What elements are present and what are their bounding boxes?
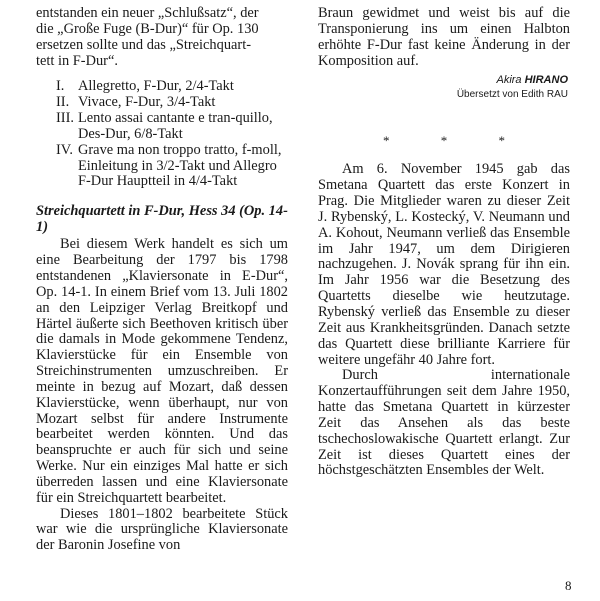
section-heading: Streichquartett in F-Dur, Hess 34 (Op. 14-1) (36, 203, 288, 235)
body-paragraph: Dieses 1801–1802 bearbeitete Stück war wie die ursprüngliche Klaviersonate der Baronin Josefine von (36, 505, 288, 554)
intro-paragraph (36, 6, 288, 69)
intro-line: tett in F-Dur“. (36, 52, 118, 69)
intro-line: entstanden ein neuer „Schlußsatz“, der (36, 5, 259, 21)
movement-number: III. (56, 110, 74, 127)
author-credit (318, 73, 570, 88)
body-paragraph: Am 6. November 1945 gab das Smetana Quartett das erste Konzert in Prag. Die Mitglieder waren zu dieser Zeit J. Rybenský, L. Kostecký, V. Neumann und A. Kohout, Neumann verließ das Ensemble im Jahr 1947, um dem Dirigieren nachzugehen. J. Novák sprang für ihn ein. Im Jahr 1956 war die Besetzung des Quartetts dieselbe wie heutzutage. Rybenský verließ das Ensemble zu dieser Zeit aus Krankheitsgründen. Danach setzte das Quartett diese brilliante Karriere für weitere ungefähr 40 Jahre fort. (318, 161, 570, 368)
body-paragraph: Durch internationale Konzertaufführungen seit dem Jahre 1950, hatte das Smetana Quartett in kürzester Zeit das Ansehen als das beste tschechoslowakische Quartett erlangt. Zur Zeit ist dieses Quartett eines der höchstgeschätzten Ensembles der Welt. (318, 367, 570, 479)
translator-credit: Übersetzt von Edith RAU (456, 89, 568, 101)
movement-item (36, 95, 288, 111)
page-number: 8 (565, 578, 572, 593)
author-first-name: Akira (496, 74, 522, 87)
movement-list (36, 79, 288, 190)
movement-text: Grave ma non troppo tratto, f-moll, Einleitung in 3/2-Takt und Allegro F-Dur Hauptteil in 4/4-Takt (78, 141, 282, 190)
movement-number: IV. (56, 141, 73, 158)
movement-item (36, 143, 288, 191)
author-last-name: HIRANO (524, 74, 568, 87)
left-column (36, 6, 288, 554)
body-paragraph: Bei diesem Werk handelt es sich um eine Bearbeitung der 1797 bis 1798 entstandenen „Klaviersonate in E-Dur“, Op. 14-1. In einem Brief vom 13. Juli 1802 an den Leipziger Verlag Breitkopf und Härtel äußerte sich Beethoven kritisch über die damals in Mode gekommene Tendenz, Klavierstücke für ein Ensemble von Streichinstrumenten umzuschreiben. Er meinte in bezug auf Mozart, daß dessen Klavierstücke, wenn überhaupt, nur von Mozart selbst für andere Instrumente bearbeitet werden könnten. Und das beanspruchte er auch für sich und seine Werke. Nur ein einziges Mal hatte er sich überreden lassen und eine Klaviersonate für ein Streichquartett bearbeitet. (36, 236, 288, 506)
section-separator: * * * (383, 133, 529, 149)
movement-text: Vivace, F-Dur, 3/4-Takt (78, 94, 216, 111)
movement-number: I. (56, 78, 65, 95)
movement-item (36, 79, 288, 95)
intro-line: ersetzen sollte und das „Streichquart- (36, 36, 251, 53)
right-column (318, 6, 570, 479)
intro-line: die „Große Fuge (B-Dur)“ für Op. 130 (36, 20, 259, 37)
movement-item (36, 111, 288, 143)
movement-text: Lento assai cantante e tran-quillo, Des-Dur, 6/8-Takt (78, 110, 273, 142)
movement-number: II. (56, 94, 70, 111)
movement-text: Allegretto, F-Dur, 2/4-Takt (78, 78, 234, 95)
continuation-paragraph: Braun gewidmet und weist bis auf die Transponierung ins um einen Halbton erhöhte F-Dur fast keine Änderung in der Komposition auf. (318, 5, 570, 69)
